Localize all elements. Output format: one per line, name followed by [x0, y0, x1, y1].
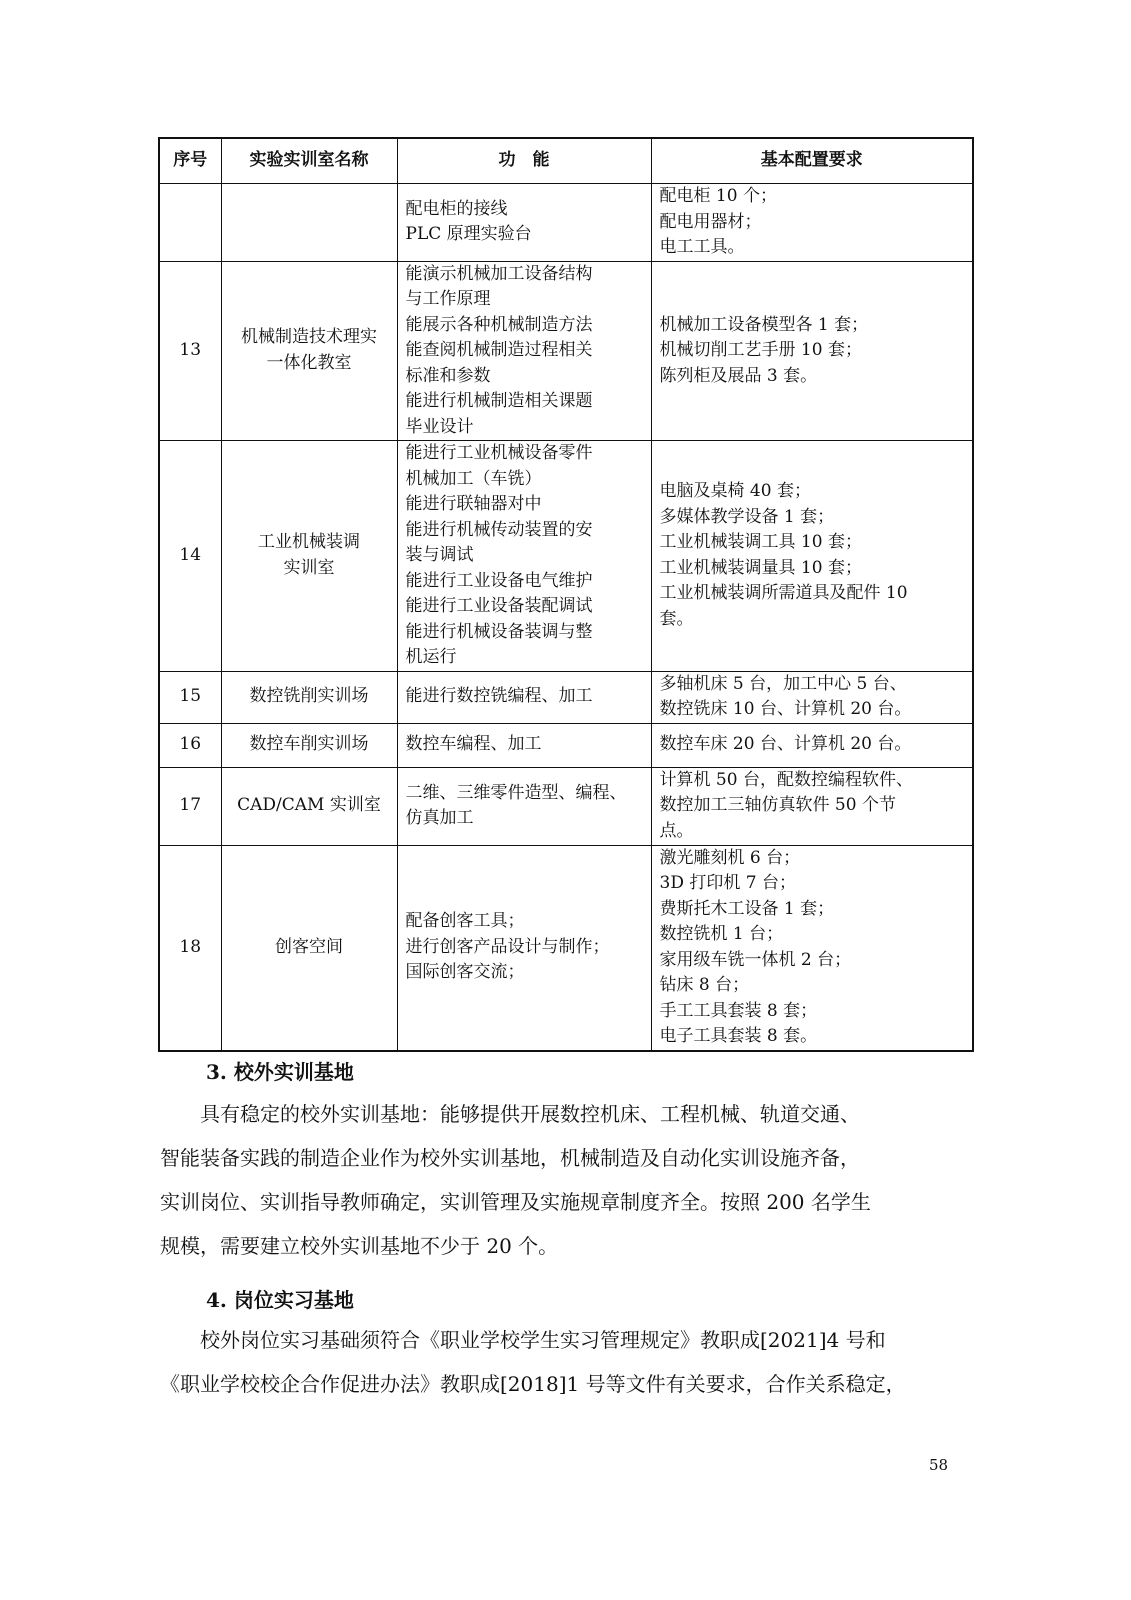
- cell-function-line: 能进行工业设备电气维护: [405, 570, 593, 591]
- cell-function-line: 能进行机械传动装置的安: [405, 519, 593, 540]
- cell-function-line: 能进行机械制造相关课题: [405, 391, 593, 411]
- cell-function: [397, 723, 651, 767]
- cell-index: 16: [159, 723, 221, 767]
- cell-config-line: 套。: [659, 608, 694, 629]
- cell-function-line: 毕业设计: [405, 416, 474, 437]
- cell-function-line: PLC 原理实验台: [405, 224, 532, 245]
- header-room-name: 实验实训室名称: [221, 138, 397, 184]
- cell-function-line: 机运行: [405, 647, 457, 667]
- cell-config-line: 电工工具。: [659, 237, 745, 257]
- section-4-body: [160, 1318, 960, 1406]
- section-3-line: 实训岗位、实训指导教师确定，实训管理及实施规章制度齐全。按照 200 名学生: [160, 1190, 871, 1214]
- cell-config: [651, 184, 973, 262]
- cell-function-line: 能进行工业设备装配调试: [405, 596, 593, 616]
- cell-config-line: 激光雕刻机 6 台；: [659, 847, 801, 868]
- cell-index: 13: [159, 261, 221, 441]
- cell-room-name-line: 数控车削实训场: [249, 734, 369, 755]
- cell-config-line: 工业机械装调量具 10 套；: [659, 557, 862, 578]
- cell-index: 18: [159, 845, 221, 1051]
- table-row: [159, 261, 973, 441]
- cell-function-line: 数控车编程、加工: [405, 734, 542, 755]
- cell-function-line: 国际创客交流；: [405, 962, 525, 983]
- header-function: 功 能: [397, 138, 651, 184]
- cell-index: 14: [159, 441, 221, 672]
- cell-config: [651, 261, 973, 441]
- cell-config-line: 电脑及桌椅 40 套；: [659, 481, 811, 502]
- cell-config-line: 计算机 50 台，配数控编程软件、: [659, 769, 913, 790]
- cell-room-name-line: 创客空间: [275, 936, 343, 957]
- cell-config-line: 家用级车铣一体机 2 台；: [659, 949, 852, 970]
- section-3-line: 智能装备实践的制造企业作为校外实训基地，机械制造及自动化实训设施齐备，: [160, 1146, 860, 1170]
- cell-room-name: [221, 261, 397, 441]
- cell-config: [651, 723, 973, 767]
- cell-config-line: 3D 打印机 7 台；: [659, 873, 796, 893]
- table-row: [159, 723, 973, 767]
- table-row: [159, 441, 973, 672]
- cell-function: [397, 184, 651, 262]
- cell-config: [651, 845, 973, 1051]
- cell-index: [159, 184, 221, 262]
- cell-function-line: 能演示机械加工设备结构: [405, 263, 593, 284]
- cell-config-line: 钻床 8 台；: [659, 975, 750, 995]
- cell-config-line: 数控车床 20 台、计算机 20 台。: [659, 734, 912, 755]
- cell-room-name-line: 实训室: [283, 557, 335, 578]
- cell-room-name: [221, 671, 397, 723]
- cell-config-line: 配电柜 10 个；: [659, 186, 777, 206]
- cell-function-line: 能进行联轴器对中: [405, 494, 542, 514]
- section-3-line: 具有稳定的校外实训基地：能够提供开展数控机床、工程机械、轨道交通、: [160, 1102, 860, 1126]
- cell-config: [651, 441, 973, 672]
- cell-function-line: 标准和参数: [405, 365, 491, 386]
- header-index: 序号: [159, 138, 221, 184]
- cell-config-line: 数控加工三轴仿真软件 50 个节: [659, 795, 896, 816]
- cell-room-name-line: CAD/CAM 实训室: [237, 795, 381, 816]
- cell-function-line: 能进行机械设备装调与整: [405, 621, 593, 642]
- cell-config: [651, 671, 973, 723]
- section-3-line: 规模，需要建立校外实训基地不少于 20 个。: [160, 1234, 559, 1258]
- section-3-body: [160, 1092, 960, 1268]
- section-4-title: 4. 岗位实习基地: [206, 1288, 354, 1312]
- cell-function-line: 配备创客工具；: [405, 911, 525, 932]
- cell-function: [397, 845, 651, 1051]
- header-config: 基本配置要求: [651, 138, 973, 184]
- cell-room-name-line: 数控铣削实训场: [249, 686, 369, 707]
- cell-config-line: 电子工具套装 8 套。: [659, 1026, 818, 1046]
- cell-config-line: 配电用器材；: [659, 211, 762, 232]
- cell-function-line: 装与调试: [405, 545, 474, 565]
- cell-function-line: 能查阅机械制造过程相关: [405, 340, 593, 360]
- table-header-row: [159, 138, 973, 184]
- cell-room-name: [221, 723, 397, 767]
- cell-config-line: 工业机械装调所需道具及配件 10: [659, 583, 908, 604]
- cell-index: 15: [159, 671, 221, 723]
- cell-config-line: 工业机械装调工具 10 套；: [659, 532, 862, 553]
- cell-function-line: 能进行工业机械设备零件: [405, 443, 593, 463]
- section-3-title: 3. 校外实训基地: [206, 1060, 354, 1084]
- table-row: [159, 845, 973, 1051]
- cell-room-name-line: 机械制造技术理实: [241, 327, 377, 348]
- cell-function-line: 仿真加工: [405, 808, 474, 828]
- cell-room-name: [221, 441, 397, 672]
- cell-function-line: 二维、三维零件造型、编程、: [405, 782, 627, 803]
- cell-room-name: [221, 184, 397, 262]
- table-row: [159, 184, 973, 262]
- cell-room-name-line: 工业机械装调: [258, 532, 360, 553]
- cell-function-line: 进行创客产品设计与制作；: [405, 936, 610, 957]
- page-number: 58: [929, 1456, 949, 1474]
- cell-config-line: 机械加工设备模型各 1 套；: [659, 314, 869, 335]
- cell-room-name: [221, 767, 397, 845]
- cell-config-line: 陈列柜及展品 3 套。: [659, 365, 818, 386]
- cell-function: [397, 261, 651, 441]
- cell-config-line: 数控铣床 10 台、计算机 20 台。: [659, 699, 912, 719]
- cell-config-line: 费斯托木工设备 1 套；: [659, 898, 835, 919]
- cell-config-line: 手工工具套装 8 套；: [659, 1000, 818, 1021]
- cell-config-line: 点。: [659, 820, 694, 841]
- cell-config-line: 多轴机床 5 台，加工中心 5 台、: [659, 673, 907, 694]
- cell-function-line: 与工作原理: [405, 289, 491, 309]
- cell-config-line: 机械切削工艺手册 10 套；: [659, 340, 862, 360]
- cell-function-line: 配电柜的接线: [405, 198, 508, 219]
- section-4-line: 校外岗位实习基础须符合《职业学校学生实习管理规定》教职成[2021]4 号和: [160, 1328, 886, 1352]
- cell-function: [397, 441, 651, 672]
- cell-room-name-line: 一体化教室: [266, 352, 352, 373]
- cell-function: [397, 767, 651, 845]
- lab-config-table: [158, 137, 974, 1052]
- cell-config-line: 多媒体教学设备 1 套；: [659, 506, 835, 527]
- cell-function: [397, 671, 651, 723]
- section-4-line: 《职业学校校企合作促进办法》教职成[2018]1 号等文件有关要求，合作关系稳定，: [160, 1372, 906, 1396]
- cell-function-line: 能进行数控铣编程、加工: [405, 686, 593, 707]
- cell-index: 17: [159, 767, 221, 845]
- table-row: [159, 671, 973, 723]
- cell-function-line: 机械加工（车铣）: [405, 468, 542, 489]
- table-row: [159, 767, 973, 845]
- cell-config: [651, 767, 973, 845]
- cell-room-name: [221, 845, 397, 1051]
- cell-config-line: 数控铣机 1 台；: [659, 924, 784, 944]
- cell-function-line: 能展示各种机械制造方法: [405, 314, 593, 335]
